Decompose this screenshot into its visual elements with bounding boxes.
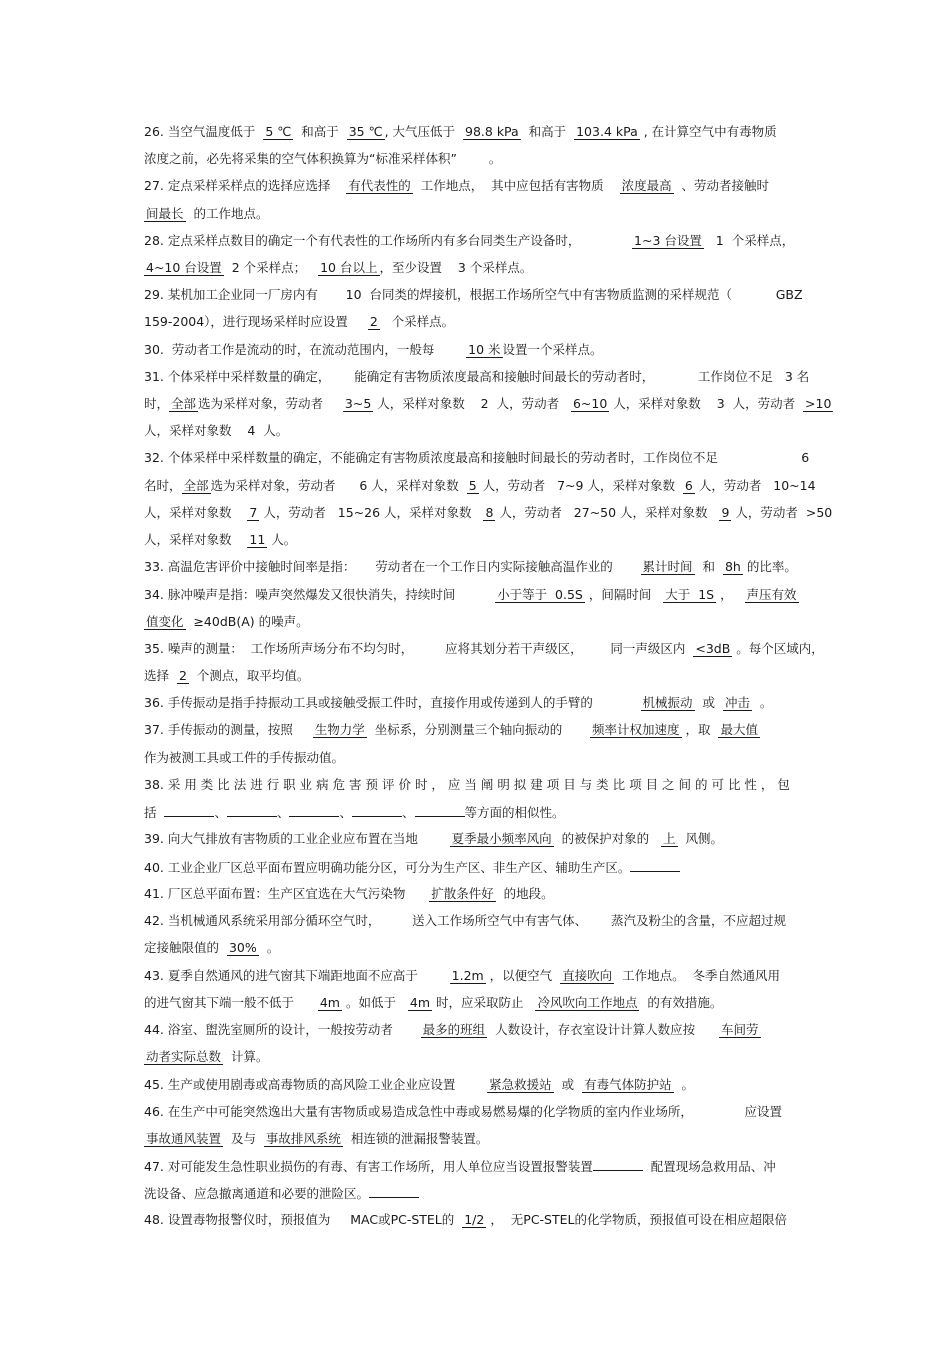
question-text: 43. 夏季自然通风的进气窗其下端距地面不应高于 — [144, 968, 450, 983]
answer-text: 4~10 台设置 — [146, 260, 222, 275]
question-text: 的进气窗其下端一般不低于 — [144, 995, 318, 1010]
text-line — [144, 1131, 814, 1147]
question-text: , 在计算空气中有毒物质 — [639, 124, 777, 139]
question-text: 及与 — [223, 1131, 264, 1146]
answer-text: 有代表性的 — [348, 178, 411, 193]
text-line — [144, 369, 814, 385]
question-text: ，间隔时间 — [584, 587, 664, 602]
text-line — [144, 587, 814, 603]
question-text: 、 — [276, 805, 290, 820]
question-text: 31. 个体采样中采样数量的确定， 能确定有害物质浓度最高和接触时间最长的劳动者时， 工作岗位不足 3 名 — [144, 369, 810, 384]
answer-text: 夏季最小频率风向 — [451, 831, 552, 846]
answer-text: 10 台以上 — [320, 260, 378, 275]
answer-text: 103.4 kPa — [576, 124, 638, 139]
question-text: 42. 当机械通风系统采用部分循环空气时， 送入工作场所空气中有害气体、 蒸汽及粉尘的含量，不应超过规 — [144, 913, 786, 928]
answer-text: 值变化 — [146, 614, 184, 629]
answer-text: 动者实际总数 — [146, 1049, 222, 1064]
question-text: 人，劳动者 27~50 人，采样对象数 — [495, 505, 720, 520]
text-line — [144, 668, 814, 684]
fill-in-blank — [415, 804, 465, 817]
text-line — [144, 342, 814, 358]
question-text: 38. 采 用 类 比 法 进 行 职 业 病 危 害 预 评 价 时 ， 应 当 阐 明 拟 建 项 目 与 类 比 项 目 之 间 的 可 比 性 ， 包 — [144, 777, 790, 792]
question-text: 人，采样对象数 2 人，劳动者 — [373, 396, 571, 411]
question-text: 。 — [751, 695, 773, 710]
text-line — [144, 1158, 814, 1175]
answer-text: 4m — [409, 995, 431, 1010]
answer-text: 1~3 台设置 — [634, 233, 702, 248]
question-text: 、 — [214, 805, 227, 820]
question-text: 40. 工业企业厂区总平面布置应明确功能分区，可分为生产区、非生产区、辅助生产区。 — [144, 860, 631, 875]
question-text: 47. 对可能发生急性职业损伤的有毒、有害工作场所，用人单位应当设置报警装置 — [144, 1159, 593, 1174]
question-text: 工作地点。 冬季自然通风用 — [614, 968, 781, 983]
question-text: 27. 定点采样采样点的选择应选择 — [144, 178, 347, 193]
answer-text: 3~5 — [344, 396, 372, 411]
question-text: 26. 当空气温度低于 — [144, 124, 264, 139]
fill-in-blank — [352, 804, 402, 817]
text-line — [144, 804, 814, 821]
question-text: 配置现场急救用品、冲 — [642, 1159, 776, 1174]
text-line — [144, 314, 814, 330]
question-text: 时， — [144, 396, 170, 411]
question-text: 48. 设置毒物报警仪时，预报值为 MAC或PC-STEL的 — [144, 1212, 463, 1227]
answer-text: 30% — [228, 940, 257, 955]
question-text: 的被保护对象的 — [553, 831, 662, 846]
text-line — [144, 995, 814, 1011]
question-text: 29. 某机加工企业同一厂房内有 10 台同类的焊接机，根据工作场所空气中有害物质监测的采样规范（ GBZ — [144, 287, 803, 302]
question-text: ， 无PC-STEL的化学物质，预报值可设在相应超限倍 — [486, 1212, 787, 1227]
text-line — [144, 1022, 814, 1038]
answer-text: 35 ℃ — [348, 124, 383, 139]
fill-in-blank — [630, 859, 680, 872]
question-text: 37. 手传振动的测量，按照 — [144, 722, 313, 737]
question-text: 或 — [553, 1077, 583, 1092]
answer-text: 上 — [663, 831, 676, 846]
question-text: 36. 手传振动是指手持振动工具或接触受振工件时，直接作用或传递到人的手臂的 — [144, 695, 641, 710]
fill-in-blank — [227, 804, 277, 817]
answer-text: <3dB — [695, 641, 731, 656]
question-text: 括 — [144, 805, 165, 820]
question-text: 人，劳动者 >50 — [731, 505, 833, 520]
question-text: 和高于 — [520, 124, 575, 139]
text-line — [144, 750, 814, 766]
question-text: 的地段。 — [495, 886, 554, 901]
answer-text: 最多的班组 — [422, 1022, 486, 1037]
question-text: 选择 — [144, 668, 177, 683]
answer-text: 累计时间 — [642, 559, 693, 574]
question-text: 浓度之前，必先将采集的空气体积换算为“标准采样体积” 。 — [144, 151, 502, 166]
answer-text: 4m — [319, 995, 340, 1010]
answer-text: 1/2 — [464, 1212, 485, 1227]
question-text: 洗设备、应急撤离通道和必要的泄险区。 — [144, 1186, 370, 1201]
question-text: 的工作地点。 — [185, 206, 269, 221]
question-text: 人，采样对象数 — [144, 505, 248, 520]
question-text: 46. 在生产中可能突然逸出大量有害物质或易造成急性中毒或易燃易爆的化学物质的室内作业场所， 应设置 — [144, 1104, 783, 1119]
text-line — [144, 1104, 814, 1120]
question-text: 的比率。 — [742, 559, 797, 574]
question-text: ，至少设置 3 个采样点。 — [379, 260, 533, 275]
question-text: 。如低于 — [341, 995, 408, 1010]
question-text: 28. 定点采样点数目的确定一个有代表性的工作场所内有多台同类生产设备时， — [144, 233, 633, 248]
question-text: 选为采样对象，劳动者 6 人，采样对象数 — [210, 478, 467, 493]
answer-text: 全部 — [171, 396, 197, 411]
answer-text: 紧急救援站 — [489, 1077, 552, 1092]
text-line — [144, 1049, 814, 1065]
text-line — [144, 695, 814, 711]
question-text: 名时， — [144, 478, 182, 493]
answer-text: >10 — [805, 396, 832, 411]
question-text: 、劳动者接触时 — [673, 178, 770, 193]
question-text: ，以便空气 — [485, 968, 561, 983]
text-line — [144, 124, 814, 140]
answer-text: 声压有效 — [746, 587, 797, 602]
text-line — [144, 206, 814, 222]
question-text: 、 — [339, 805, 352, 820]
question-text: 坐标系，分别测量三个轴向振动的 — [366, 722, 591, 737]
answer-text: 事故通风装置 — [146, 1131, 222, 1146]
answer-text: 11 — [249, 532, 266, 547]
question-text: 45. 生产或使用剧毒或高毒物质的高风险工业企业应设置 — [144, 1077, 488, 1092]
question-text: 32. 个体采样中采样数量的确定，不能确定有害物质浓度最高和接触时间最长的劳动者时，工作岗位不足 6 — [144, 450, 810, 465]
question-text: 159-2004），进行现场采样时应设置 — [144, 314, 368, 329]
question-text: 。每个区域内， — [732, 641, 824, 656]
text-line — [144, 614, 814, 630]
question-text: 人，劳动者 7~9 人，采样对象数 — [478, 478, 683, 493]
question-text: ，取 — [681, 722, 719, 737]
answer-text: 8h — [724, 559, 741, 574]
text-line — [144, 1185, 814, 1202]
question-text: 人，劳动者 15~26 人，采样对象数 — [259, 505, 484, 520]
question-text: 设置一个采样点。 — [502, 342, 603, 357]
question-text: 30. 劳动者工作是流动的时，在流动范围内，一般每 — [144, 342, 467, 357]
text-line — [144, 940, 814, 956]
answer-text: 频率计权加速度 — [592, 722, 680, 737]
answer-text: 2 — [369, 314, 378, 329]
answer-text: 全部 — [183, 478, 209, 493]
question-text: 时，应采取防止 — [432, 995, 536, 1010]
text-line — [144, 859, 814, 876]
text-line — [144, 641, 824, 657]
question-text: 人，劳动者 10~14 — [694, 478, 816, 493]
question-text: 。 — [258, 940, 280, 955]
text-line — [144, 260, 814, 276]
text-line — [144, 178, 814, 194]
fill-in-blank — [164, 804, 214, 817]
question-text: 的有效措施。 — [639, 995, 723, 1010]
answer-text: 有毒气体防护站 — [584, 1077, 672, 1092]
question-text: ， — [716, 587, 745, 602]
question-text: 人数设计，存衣室设计计算人数应按 — [487, 1022, 719, 1037]
text-line — [144, 913, 814, 929]
text-line — [144, 478, 814, 494]
text-line — [144, 559, 814, 575]
fill-in-blank — [289, 804, 339, 817]
answer-text: 机械振动 — [642, 695, 693, 710]
question-text: 人。 — [267, 532, 297, 547]
question-text: 等方面的相似性。 — [464, 805, 565, 820]
text-line — [144, 151, 814, 167]
question-text: 和高于 — [293, 124, 347, 139]
text-line — [144, 831, 814, 847]
answer-text: 大于 1S — [665, 587, 715, 602]
answer-text: 浓度最高 — [621, 178, 672, 193]
answer-text: 2 — [178, 668, 187, 683]
question-text: 2 个采样点； — [223, 260, 319, 275]
question-text: 1 个采样点， — [703, 233, 795, 248]
question-text: 或 — [694, 695, 723, 710]
text-line — [144, 722, 814, 738]
answer-text: 直接吹向 — [562, 968, 613, 983]
question-text: 定接触限值的 — [144, 940, 227, 955]
question-text: ≥40dB(A) 的噪声。 — [185, 614, 309, 629]
text-line — [144, 968, 814, 984]
text-line — [144, 1077, 814, 1093]
answer-text: 小于等于 0.5S — [497, 587, 583, 602]
answer-text: 车间劳 — [720, 1022, 759, 1037]
answer-text: 6 — [684, 478, 693, 493]
answer-text: 冲击 — [724, 695, 750, 710]
answer-text: 9 — [721, 505, 730, 520]
answer-text: 最大值 — [720, 722, 758, 737]
answer-text: 扩散条件好 — [431, 886, 494, 901]
answer-text: 10 米 — [468, 342, 501, 357]
question-text: 35. 噪声的测量： 工作场所声场分布不均匀时， 应将其划分若干声级区， 同一声级区内 — [144, 641, 694, 656]
question-text: 39. 向大气排放有害物质的工业企业应布置在当地 — [144, 831, 450, 846]
answer-text: 98.8 kPa — [465, 124, 519, 139]
fill-in-blank — [593, 1158, 643, 1171]
text-line — [144, 777, 814, 793]
question-text: 人，采样对象数 — [144, 532, 248, 547]
question-text: 、 — [402, 805, 415, 820]
text-line — [144, 396, 832, 412]
answer-text: 生物力学 — [314, 722, 365, 737]
text-line — [144, 450, 814, 466]
answer-text: 6~10 — [572, 396, 608, 411]
question-text: , 大气压低于 — [384, 124, 464, 139]
question-text: 44. 浴室、盥洗室厕所的设计，一般按劳动者 — [144, 1022, 421, 1037]
text-line — [144, 233, 814, 249]
question-text: 作为被测工具或工件的手传振动值。 — [144, 750, 345, 765]
question-text: 34. 脉冲噪声是指：噪声突然爆发又很快消失，持续时间 — [144, 587, 496, 602]
text-line — [144, 423, 814, 439]
answer-text: 间最长 — [146, 206, 184, 221]
question-text: 人，采样对象数 3 人，劳动者 — [609, 396, 804, 411]
question-text: 相连锁的泄漏报警装置。 — [342, 1131, 489, 1146]
text-line — [144, 505, 833, 521]
text-line — [144, 532, 814, 548]
question-text: 人，采样对象数 4 人。 — [144, 423, 289, 438]
question-text: 计算。 — [223, 1049, 269, 1064]
question-text: 。 — [673, 1077, 695, 1092]
answer-text: 7 — [249, 505, 258, 520]
text-line — [144, 1212, 814, 1228]
question-text: 风侧。 — [677, 831, 723, 846]
fill-in-blank — [369, 1185, 419, 1198]
question-text: 选为采样对象，劳动者 — [198, 396, 343, 411]
question-text: 33. 高温危害评价中接触时间率是指： 劳动者在一个工作日内实际接触高温作业的 — [144, 559, 641, 574]
question-text: 41. 厂区总平面布置：生产区宜选在大气污染物 — [144, 886, 430, 901]
answer-text: 1.2m — [451, 968, 484, 983]
text-line — [144, 886, 814, 902]
question-text: 个采样点。 — [379, 314, 455, 329]
text-line — [144, 287, 814, 303]
question-text: 和 — [694, 559, 723, 574]
answer-text: 事故排风系统 — [265, 1131, 341, 1146]
question-text: 个测点，取平均值。 — [188, 668, 310, 683]
answer-text: 5 — [468, 478, 477, 493]
answer-text: 5 ℃ — [265, 124, 292, 139]
answer-text: 8 — [485, 505, 494, 520]
answer-text: 冷风吹向工作地点 — [537, 995, 638, 1010]
question-text: 工作地点， 其中应包括有害物质 — [412, 178, 620, 193]
